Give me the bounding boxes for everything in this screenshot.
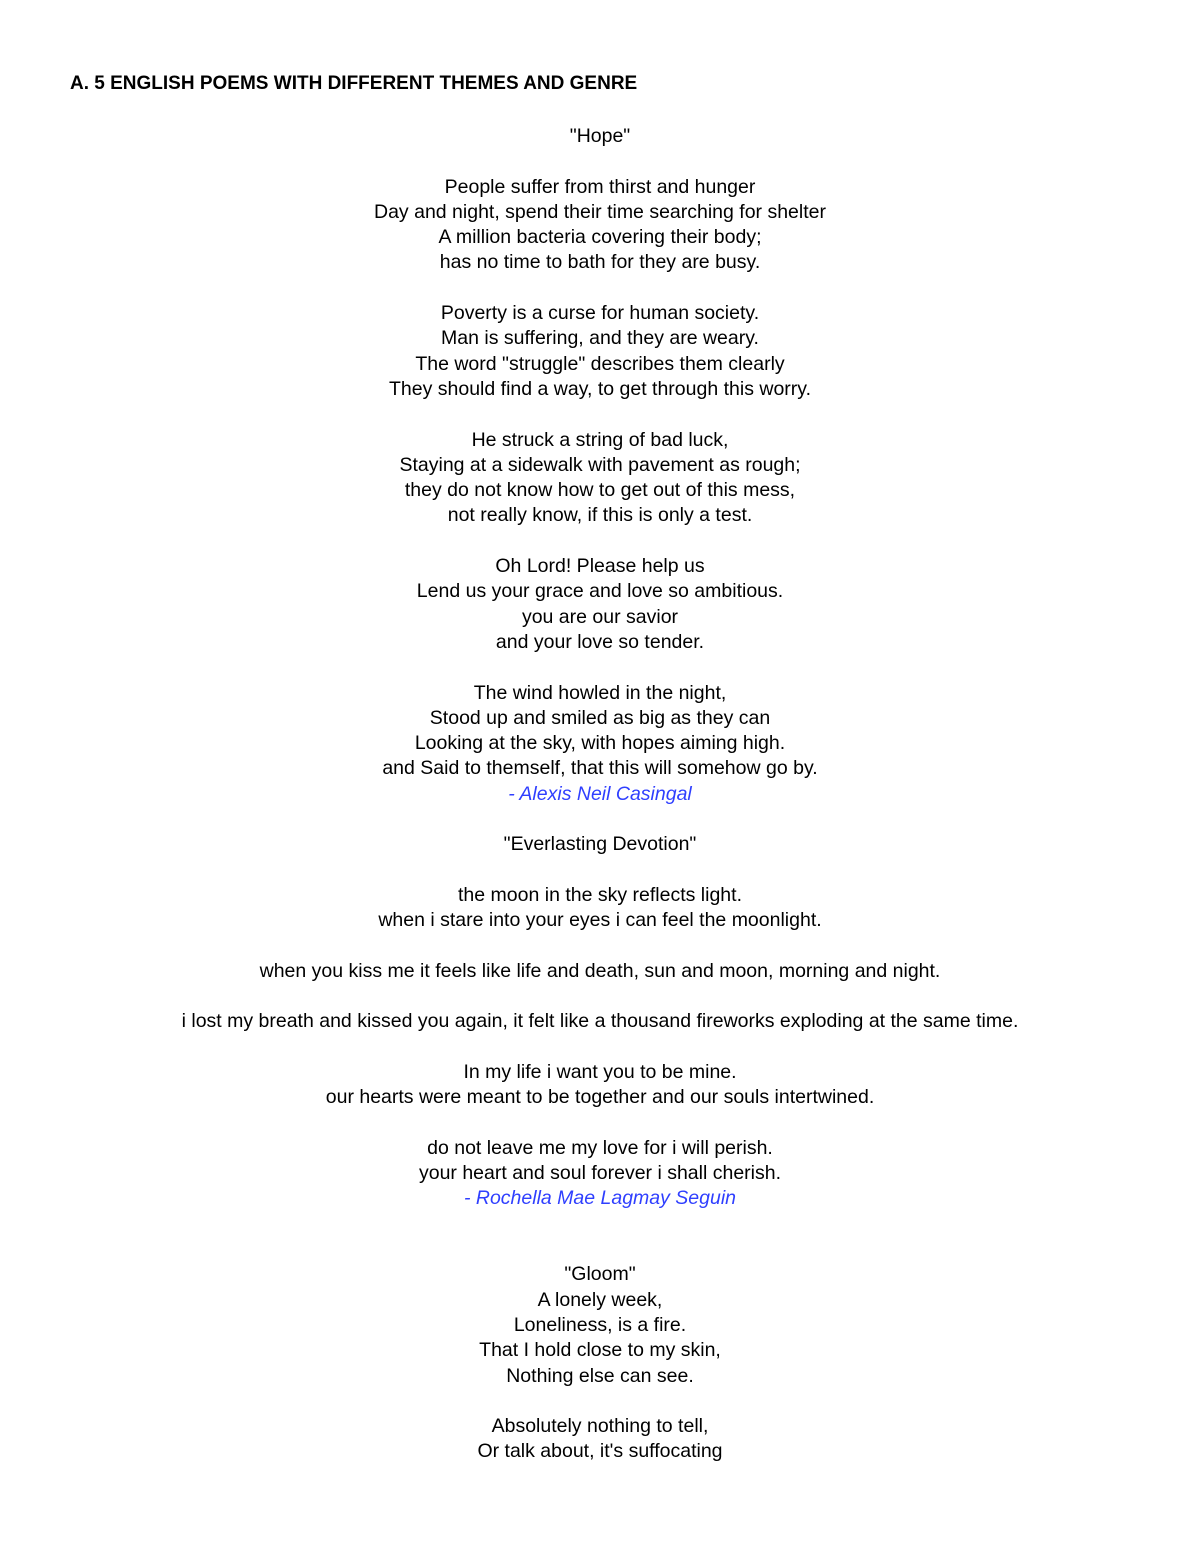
poem-title: "Hope"	[569, 125, 631, 147]
poem-line: the moon in the sky reflects light.	[458, 883, 742, 906]
poem-line: and your love so tender.	[495, 630, 705, 653]
stanza	[0, 1288, 1200, 1389]
poem-line: A million bacteria covering their body;	[438, 226, 762, 249]
poem-line: Absolutely nothing to tell,	[491, 1415, 709, 1438]
poem-line: They should find a way, to get through this worry.	[389, 377, 811, 400]
poem-line: The wind howled in the night,	[473, 681, 727, 704]
poem-line: do not leave me my love for i will perish.	[427, 1136, 773, 1159]
poem-line: Man is suffering, and they are weary.	[441, 327, 759, 350]
stanza	[0, 1414, 1200, 1465]
poem-line: and Said to themself, that this will somehow go by.	[382, 757, 818, 780]
poem-line: Or talk about, it's suffocating	[477, 1440, 723, 1463]
poem-line: has no time to bath for they are busy.	[439, 251, 761, 274]
poem-line: People suffer from thirst and hunger	[444, 175, 756, 198]
poem-spacer	[0, 807, 1200, 832]
poem-line: Stood up and smiled as big as they can	[429, 706, 771, 729]
stanza	[0, 1060, 1200, 1111]
poem-line: Day and night, spend their time searching for shelter	[374, 200, 826, 223]
poem-line: Loneliness, is a fire.	[513, 1313, 687, 1336]
poem-line: Nothing else can see.	[506, 1364, 694, 1387]
poem-line: your heart and soul forever i shall cherish.	[418, 1162, 782, 1185]
stanza	[0, 883, 1200, 934]
poem-gloom	[0, 1262, 1200, 1464]
poem-line: i lost my breath and kissed you again, it felt like a thousand fireworks exploding at the same time.	[181, 1010, 1019, 1033]
poems-container	[0, 124, 1200, 1465]
poem-hope	[0, 124, 1200, 807]
poem-line: Poverty is a curse for human society.	[440, 302, 760, 325]
stanza	[0, 959, 1200, 984]
poem-line: when i stare into your eyes i can feel the moonlight.	[378, 909, 822, 932]
poem-author: - Rochella Mae Lagmay Seguin	[463, 1187, 737, 1210]
stanza	[0, 681, 1200, 782]
stanza	[0, 175, 1200, 276]
poem-line: Lend us your grace and love so ambitious.	[416, 580, 784, 603]
poem-title: "Gloom"	[564, 1263, 636, 1286]
poem-line: not really know, if this is only a test.	[447, 504, 753, 527]
poem-line: Oh Lord! Please help us	[495, 555, 705, 578]
stanza	[0, 554, 1200, 655]
stanza	[0, 1136, 1200, 1187]
document-heading: A. 5 ENGLISH POEMS WITH DIFFERENT THEMES AND GENRE	[70, 73, 638, 94]
poem-author: - Alexis Neil Casingal	[508, 782, 692, 805]
poem-line: they do not know how to get out of this mess,	[404, 479, 796, 502]
poem-line: Looking at the sky, with hopes aiming high.	[414, 732, 786, 755]
poem-spacer	[0, 1212, 1200, 1263]
poem-line: when you kiss me it feels like life and death, sun and moon, morning and night.	[259, 959, 941, 982]
poem-line: A lonely week,	[537, 1288, 663, 1311]
poem-line: The word "struggle" describes them clearly	[415, 352, 785, 375]
poem-line: He struck a string of bad luck,	[471, 428, 729, 451]
poem-line: our hearts were meant to be together and our souls intertwined.	[325, 1086, 875, 1109]
stanza	[0, 1009, 1200, 1034]
poem-line: Staying at a sidewalk with pavement as rough;	[399, 453, 801, 476]
poem-line: In my life i want you to be mine.	[463, 1060, 737, 1083]
stanza	[0, 428, 1200, 529]
poem-line: That I hold close to my skin,	[479, 1339, 721, 1362]
poem-title: "Everlasting Devotion"	[503, 833, 697, 856]
poem-line: you are our savior	[521, 605, 679, 628]
stanza	[0, 301, 1200, 402]
poem-everlasting-devotion	[0, 832, 1200, 1211]
